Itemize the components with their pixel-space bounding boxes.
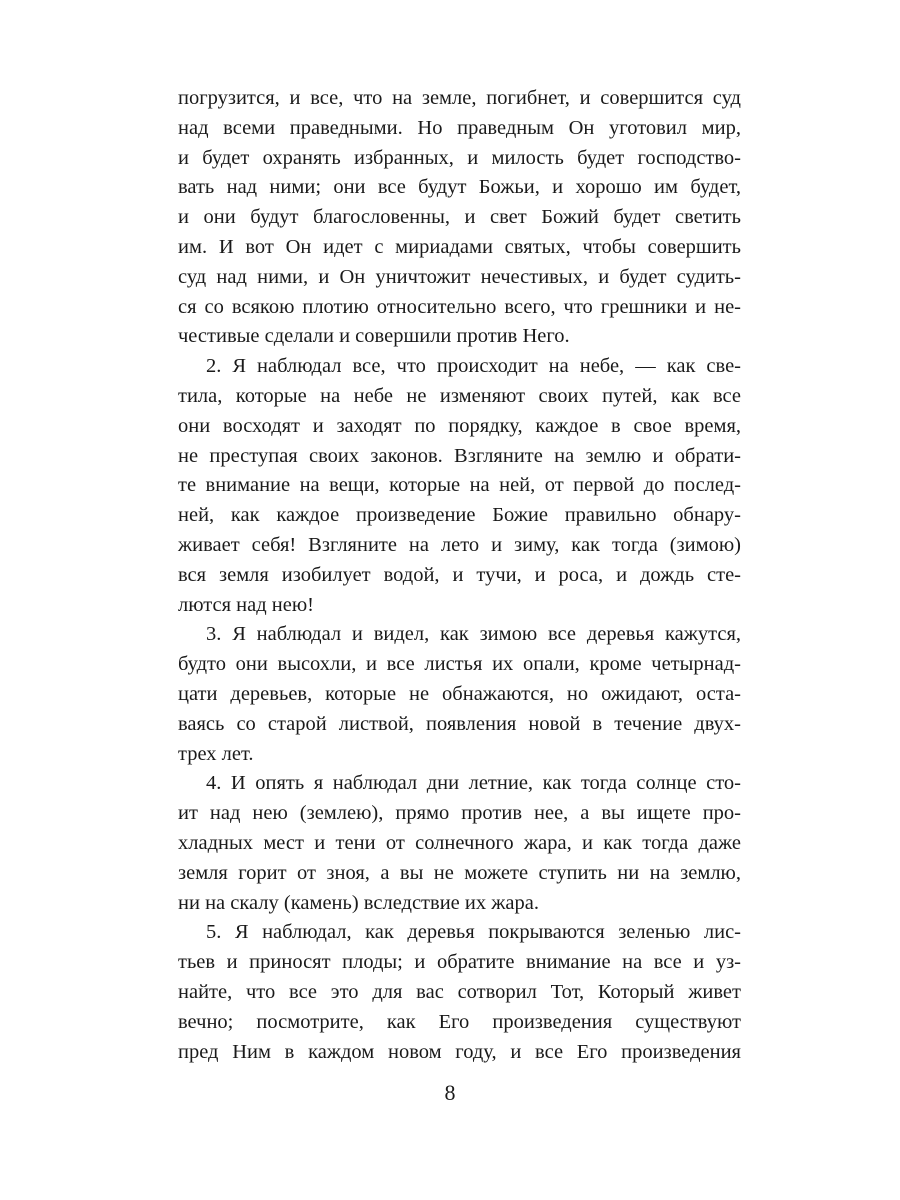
paragraph-start-line: 5. Я наблюдал, как деревья покрываются зеленью лис- [206, 921, 741, 944]
text-line: ит над нею (землею), прямо против нее, а вы ищете про- [178, 802, 741, 825]
paragraph-start-line: 4. И опять я наблюдал дни летние, как тогда солнце сто- [206, 772, 741, 795]
text-line: они восходят и заходят по порядку, каждое в свое время, [178, 414, 741, 437]
page-number: 8 [444, 1080, 456, 1105]
paragraph-start-line: 2. Я наблюдал все, что происходит на небе, — как све- [206, 355, 741, 378]
text-line: найте, что все это для вас сотворил Тот, Который живет [178, 980, 741, 1003]
text-line: ся со всякою плотию относительно всего, что грешники и не- [178, 295, 741, 318]
text-line: ваясь со старой листвой, появления новой в течение двух- [178, 712, 741, 735]
text-line: трех лет. [178, 742, 254, 765]
text-line: лются над нею! [178, 593, 314, 616]
text-line: ней, как каждое произведение Божие правильно обнару- [178, 504, 741, 527]
text-line: ни на скалу (камень) вследствие их жара. [178, 891, 539, 914]
text-line: и они будут благословенны, и свет Божий будет светить [178, 206, 741, 229]
text-line: не преступая своих законов. Взгляните на землю и обрати- [178, 444, 741, 467]
text-line: тьев и приносят плоды; и обратите внимание на все и уз- [178, 951, 741, 974]
text-line: земля горит от зноя, а вы не можете ступить ни на землю, [178, 861, 741, 884]
text-line: и будет охранять избранных, и милость будет господство- [178, 146, 741, 169]
text-line: пред Ним в каждом новом году, и все Его произведения [178, 1040, 741, 1063]
text-line: вать над ними; они все будут Божьи, и хорошо им будет, [178, 176, 741, 199]
text-line: живает себя! Взгляните на лето и зиму, как тогда (зимою) [178, 533, 741, 556]
text-line: те внимание на вещи, которые на ней, от первой до послед- [178, 474, 741, 497]
text-line: над всеми праведными. Но праведным Он уготовил мир, [178, 116, 741, 139]
paragraph-start-line: 3. Я наблюдал и видел, как зимою все деревья кажутся, [206, 623, 741, 646]
text-line: им. И вот Он идет с мириадами святых, чтобы совершить [178, 235, 741, 258]
text-line: вечно; посмотрите, как Его произведения существуют [178, 1010, 741, 1033]
text-line: вся земля изобилует водой, и тучи, и роса, и дождь сте- [178, 563, 741, 586]
text-line: погрузится, и все, что на земле, погибнет, и совершится суд [178, 87, 741, 109]
body-text [178, 84, 741, 1067]
text-line: тила, которые на небе не изменяют своих путей, как все [178, 384, 741, 407]
text-line: честивые сделали и совершили против Него. [178, 325, 570, 348]
text-line: хладных мест и тени от солнечного жара, и как тогда даже [178, 831, 741, 854]
text-line: суд над ними, и Он уничтожит нечестивых, и будет судить- [178, 265, 741, 288]
text-line: будто они высохли, и все листья их опали, кроме четырнад- [178, 653, 741, 676]
text-line: цати деревьев, которые не обнажаются, но ожидают, оста- [178, 682, 741, 705]
